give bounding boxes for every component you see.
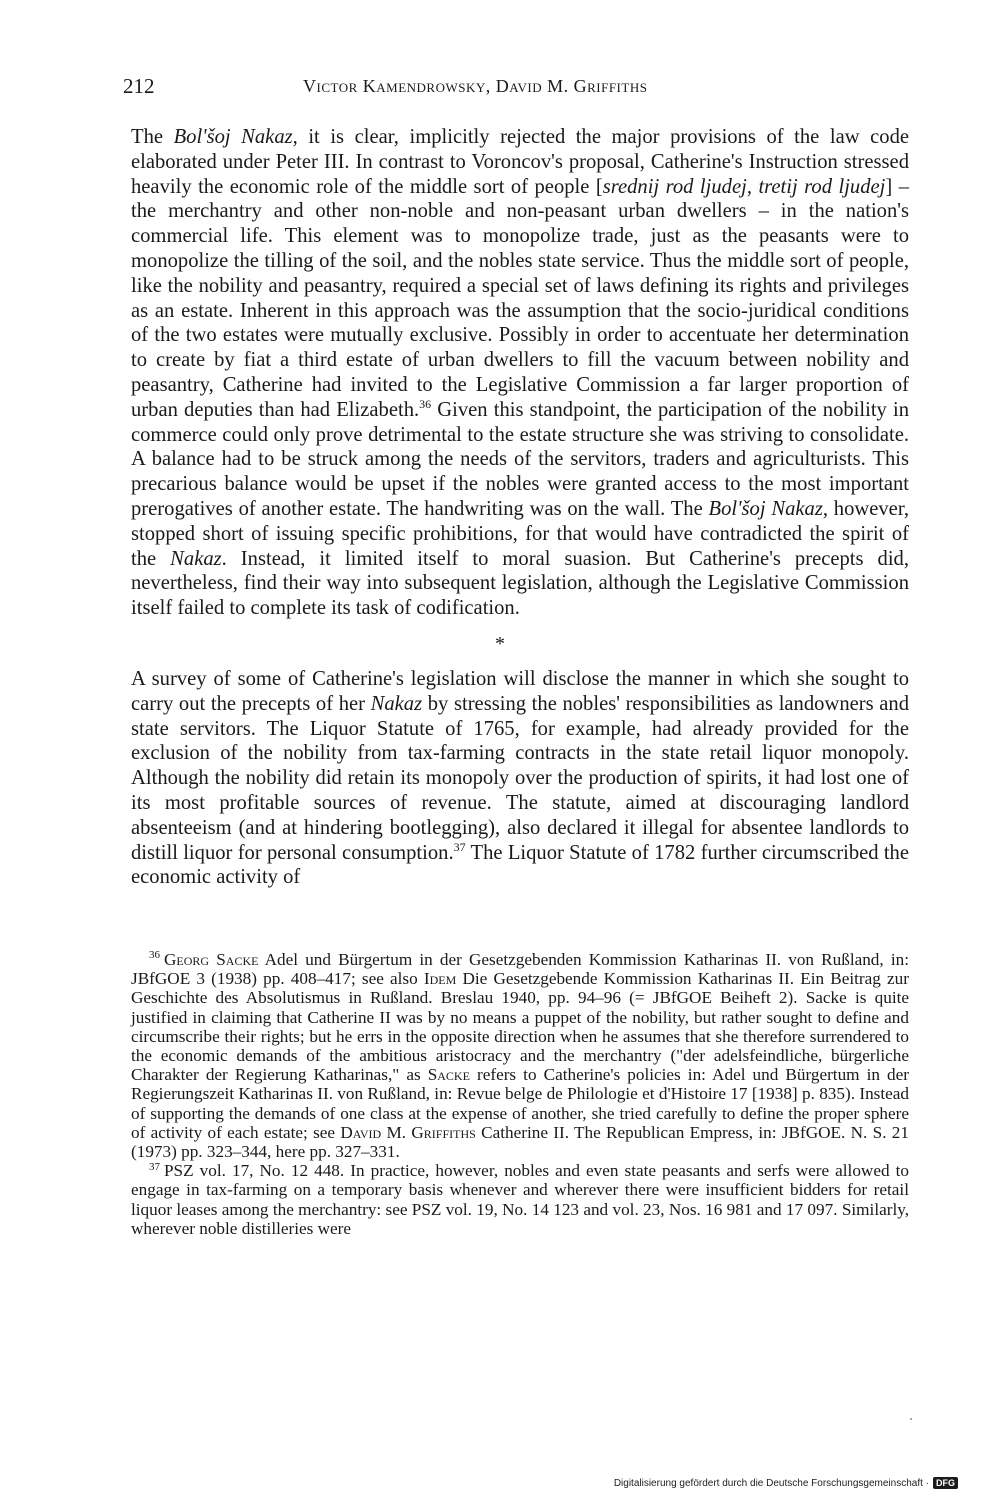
italic-title: Bol'šoj Nakaz — [708, 497, 823, 520]
author-name: Georg Sacke — [164, 950, 259, 969]
author-name: Idem — [423, 969, 457, 989]
credit-text: Digitalisierung gefördert durch die Deutsche Forschungsgemeinschaft · — [613, 1477, 929, 1489]
text-run: by stressing the nobles' responsibilities as landowners and state servitors. The Liquor Statute of 1765, for example, had already provided for the exclusion of the nobility from tax-farming contracts in the state retail liquor monopoly. Although the nobility did retain its monopoly over the production of spirits, it had lost one of its most profitable sources of revenue. The statute, aimed at discouraging landlord absenteeism (and at hindering bootlegging), also declared it illegal for absentee landlords to distill liquor for personal consumption. — [131, 692, 909, 864]
footnote-number: 36 — [149, 949, 160, 962]
text-run: ] – the merchantry and other non-noble and non-peasant urban dwellers – in the nation's commercial life. This element was to monopolize trade, just as the peasants were to monopolize the tilling of the soil, and the nobles state service. Thus the middle sort of people, like the nobility and peasantry, required a special set of laws defining its rights and privileges as an estate. Inherent in this approach was the assumption that the socio-juridical conditions of the two estates were mutually exclusive. Possibly in order to accentuate her determination to create by fiat a third estate of urban dwellers to fill the vacuum between nobility and peasantry, Catherine had invited to the Legislative Commission a far larger proportion of urban deputies than had Elizabeth. — [131, 175, 909, 421]
text-run: Die Gesetzgebende Kommission Katharinas II. Ein Beitrag zur Geschichte des Absolutismus in Rußland. Breslau 1940, pp. 94–96 (= JBfGOE Beiheft 2). Sacke is quite justified in claiming that Catherine II was by no means a puppet of the nobility, but rather sought to define and circumscribe their rights; but he errs in the opposite direction when he assumes that she therefore surrendered to the economic demands of the ambitious aristocracy and the merchantry ("der adelsfeindliche, bürgerliche Charakter der Regierung Katharinas," as — [131, 969, 909, 1085]
running-head: Victor Kamendrowsky, David M. Griffiths — [303, 76, 648, 96]
author-name: David M. Griffiths — [340, 1122, 476, 1142]
digitization-credit — [614, 1477, 958, 1489]
page-header — [123, 74, 913, 104]
author-name: Sacke — [427, 1065, 470, 1085]
text-run: , however, stopped short of issuing specific prohibitions, for that would have contradicted the spirit of the — [131, 497, 910, 570]
paragraph-2 — [131, 667, 909, 890]
footnotes-section — [131, 950, 909, 1238]
italic-title: Bol'šoj Nakaz — [173, 126, 293, 148]
footnote-37 — [131, 1161, 909, 1238]
text-run: The Liquor Statute of 1782 further circumscribed the economic activity of — [131, 841, 909, 889]
footnote-36 — [131, 950, 909, 1161]
footnote-ref-36[interactable]: 36 — [419, 396, 432, 411]
text-run: PSZ vol. 17, No. 12 448. In practice, however, nobles and even state peasants and serfs were allowed to engage in tax-farming on a temporary basis whenever and wherever there were insufficient bidders for retail liquor leases among the merchantry: see PSZ vol. 19, No. 14 123 and vol. 23, Nos. 16 981 and 17 097. Similarly, wherever noble distilleries were — [131, 1161, 909, 1238]
text-run: The — [131, 126, 174, 148]
text-run: Adel und Bürgertum in der Gesetzgebenden Kommission Katharinas II. von Rußland, in: JBfGOE 3 (1938) pp. 408–417; see also — [131, 950, 909, 989]
paragraph-1 — [131, 125, 909, 621]
footnote-ref-37[interactable]: 37 — [453, 839, 466, 854]
page-number: 212 — [123, 74, 155, 98]
text-run: . Instead, it limited itself to moral suasion. But Catherine's precepts did, nevertheless, find their way into subsequent legislation, although the Legislative Commission itself failed to complete its task of codification. — [131, 547, 910, 620]
text-run: A survey of some of Catherine's legislation will disclose the manner in which she sought to carry out the precepts of her — [131, 667, 909, 715]
text-run: Catherine II. The Republican Empress, in: JBfGOE. N. S. 21 (1973) pp. 323–344, here pp. 327–331. — [131, 1122, 909, 1162]
italic-term: srednij rod ljudej, tretij rod ljudej — [602, 175, 886, 198]
main-body-text — [131, 125, 909, 890]
dfg-logo-icon: DFG — [933, 1477, 958, 1489]
text-run: refers to Catherine's policies in: Adel und Bürgertum in der Regierungszeit Katharinas II. von Rußland, in: Revue belge de Philologie et d'Histoire 17 [1938] p. 835). Instead of supporting the demands of one class at the expense of another, she tried carefully to define the proper sphere of activity of each estate; see — [131, 1065, 909, 1142]
text-run: Given this standpoint, the participation of the nobility in commerce could only prove detrimental to the estate structure she was striving to consolidate. A balance had to be struck among the needs of the servitors, traders and agriculturists. This precarious balance would be upset if the nobles were granted access to the most important prerogatives of another estate. The handwriting was on the wall. The — [131, 398, 909, 520]
section-separator: * — [495, 632, 505, 655]
italic-title: Nakaz — [170, 547, 222, 570]
text-run: , it is clear, implicitly rejected the major provisions of the law code elaborated under Peter III. In contrast to Voroncov's proposal, Catherine's Instruction stressed heavily the economic role of the middle sort of people [ — [131, 126, 910, 198]
scan-speck — [910, 1418, 912, 1420]
italic-title: Nakaz — [370, 692, 423, 715]
footnote-number: 37 — [149, 1160, 160, 1173]
